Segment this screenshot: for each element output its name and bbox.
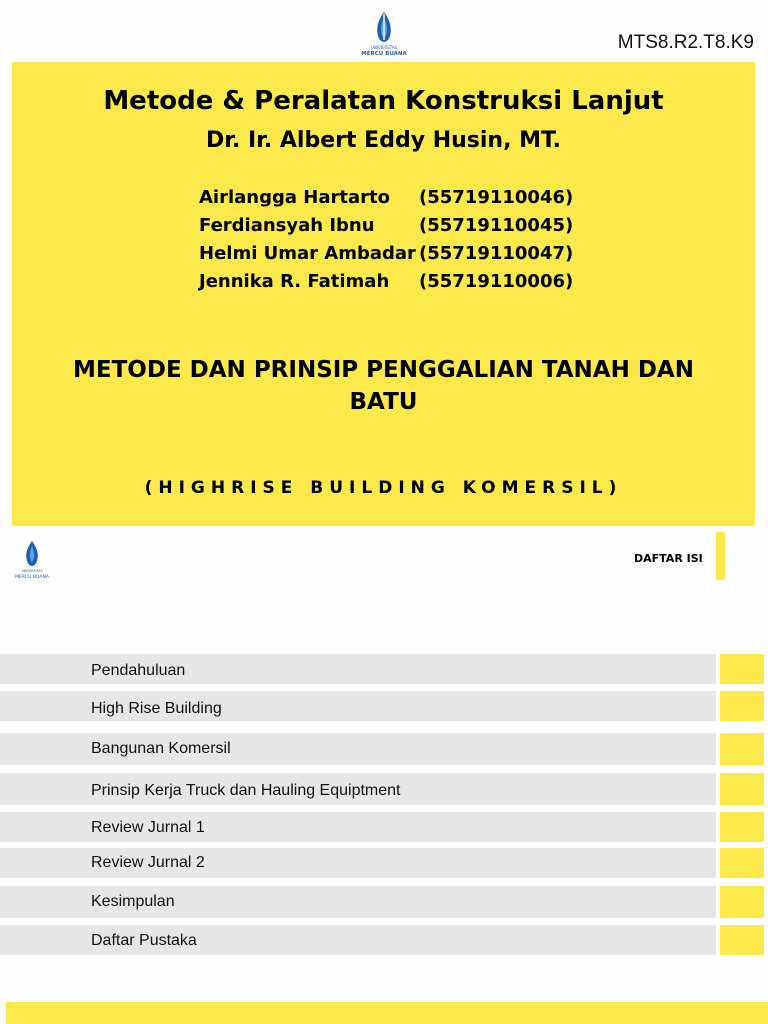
- toc-item-high-rise-building[interactable]: [0, 691, 716, 721]
- toc-item-daftar-pustaka[interactable]: [0, 925, 716, 955]
- toc-item-label: Review Jurnal 1: [91, 819, 205, 836]
- member-name: Airlangga Hartarto: [199, 187, 390, 208]
- member-name: Helmi Umar Ambadar: [199, 243, 416, 264]
- toc-item-pendahuluan[interactable]: [0, 654, 716, 684]
- svg-text:UNIVERSITAS: UNIVERSITAS: [21, 569, 43, 573]
- topic-title: METODE DAN PRINSIP PENGGALIAN TANAH DAN BATU: [73, 357, 694, 415]
- course-title: Metode & Peralatan Konstruksi Lanjut: [103, 86, 664, 116]
- toc-item-review-jurnal-2[interactable]: [0, 848, 716, 878]
- member-row: [199, 240, 573, 268]
- svg-text:UNIVERSITAS: UNIVERSITAS: [370, 45, 398, 50]
- member-name: Jennika R. Fatimah: [199, 271, 390, 292]
- toc-item-label: Pendahuluan: [91, 662, 186, 679]
- document-code: MTS8.R2.T8.K9: [617, 32, 754, 53]
- member-id: (55719110045): [419, 215, 574, 236]
- member-row: [199, 268, 573, 296]
- university-logo: [352, 8, 416, 58]
- toc-item-label: Prinsip Kerja Truck dan Hauling Equiptment: [91, 782, 401, 799]
- member-row: [199, 184, 573, 212]
- member-row: [199, 212, 573, 240]
- svg-text:MERCU BUANA: MERCU BUANA: [361, 51, 407, 57]
- toc-item-prinsip-kerja[interactable]: [0, 773, 716, 805]
- toc-item-bangunan-komersil[interactable]: [0, 733, 716, 765]
- toc-marker: [720, 925, 764, 955]
- toc-item-label: Bangunan Komersil: [91, 740, 231, 757]
- toc-marker: [720, 691, 764, 721]
- member-id: (55719110047): [419, 243, 574, 264]
- toc-item-label: Daftar Pustaka: [91, 932, 197, 949]
- toc-marker: [720, 886, 764, 918]
- lecturer-name: Dr. Ir. Albert Eddy Husin, MT.: [206, 128, 561, 153]
- member-list: [199, 184, 573, 296]
- toc-item-label: Review Jurnal 2: [91, 854, 205, 871]
- toc-marker: [720, 812, 764, 842]
- footer-accent-bar: [6, 1002, 768, 1024]
- member-id: (55719110006): [419, 271, 574, 292]
- toc-marker: [720, 654, 764, 684]
- toc-item-label: High Rise Building: [91, 700, 222, 717]
- svg-text:MERCU BUANA: MERCU BUANA: [14, 575, 50, 580]
- subtopic-title: (HIGHRISE BUILDING KOMERSIL): [144, 478, 623, 498]
- cover-panel: [12, 62, 755, 526]
- member-name: Ferdiansyah Ibnu: [199, 215, 375, 236]
- toc-item-kesimpulan[interactable]: [0, 886, 716, 918]
- member-id: (55719110046): [419, 187, 574, 208]
- university-logo-small: [6, 538, 58, 580]
- toc-item-review-jurnal-1[interactable]: [0, 812, 716, 842]
- toc-accent-tab: [716, 532, 725, 580]
- toc-marker: [720, 733, 764, 765]
- toc-item-label: Kesimpulan: [91, 893, 175, 910]
- toc-title: DAFTAR ISI: [634, 552, 703, 565]
- toc-marker: [720, 773, 764, 805]
- toc-marker: [720, 848, 764, 878]
